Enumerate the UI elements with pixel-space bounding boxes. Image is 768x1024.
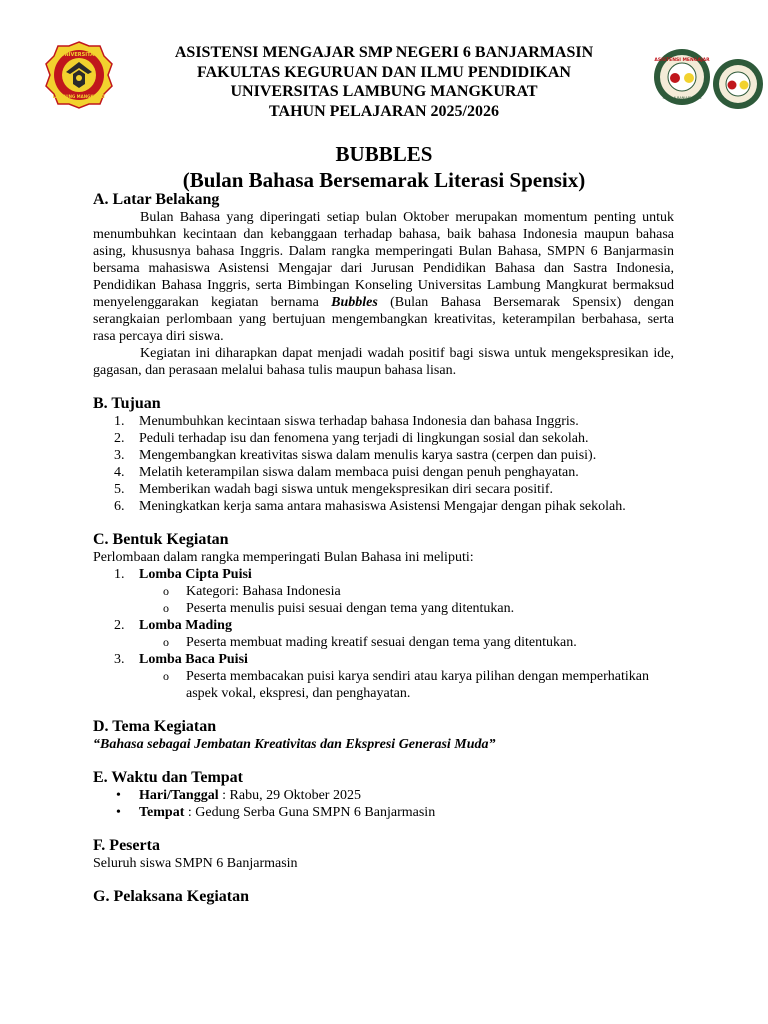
list-item (93, 413, 674, 430)
list-text: Mengembangkan kreativitas siswa dalam menulis karya sastra (cerpen dan puisi). (139, 448, 597, 463)
background-paragraph-1 (93, 209, 674, 345)
section-g-heading: G. Pelaksana Kegiatan (93, 888, 250, 905)
list-item (93, 583, 674, 600)
list-item (93, 430, 674, 447)
list-item (93, 498, 674, 515)
list-number: 2. (114, 431, 125, 446)
list-item (93, 804, 674, 821)
activity-title: Lomba Baca Puisi (139, 652, 248, 667)
list-item (93, 651, 674, 668)
time-place-list (93, 787, 674, 821)
background-text-2: (Bulan Bahasa Bersemarak Spensix) dengan serangkaian perlombaan yang bertujuan mengembangkan kreativitas, keterampilan berbahasa, serta rasa percaya diri siswa. (93, 295, 674, 344)
bullet: • (116, 788, 121, 803)
logo-right-text-bottom: SMPN 6 BANJARMASIN (662, 96, 702, 100)
activity-details (93, 583, 674, 617)
list-text: Memberikan wadah bagi siswa untuk mengekspresikan diri secara positif. (139, 482, 554, 497)
activity-details (93, 634, 674, 651)
section-f-heading: F. Peserta (93, 837, 160, 854)
list-item (93, 566, 674, 583)
event-theme: “Bahasa sebagai Jembatan Kreativitas dan Ekspresi Generasi Muda” (93, 737, 496, 752)
spacer (93, 753, 674, 768)
letterhead (120, 43, 648, 121)
list-number: 6. (114, 499, 125, 514)
letterhead-line-2: FAKULTAS KEGURUAN DAN ILMU PENDIDIKAN (197, 63, 571, 81)
section-c-heading: C. Bentuk Kegiatan (93, 531, 229, 548)
list-text: Peserta menulis puisi sesuai dengan tema yang ditentukan. (186, 601, 515, 616)
list-item (93, 668, 674, 702)
section-a-heading: A. Latar Belakang (93, 191, 220, 208)
place-label: Tempat (139, 805, 185, 820)
place-value: : Gedung Serba Guna SMPN 6 Banjarmasin (184, 805, 436, 820)
activity-title: Lomba Mading (139, 618, 232, 633)
list-item (93, 634, 674, 651)
activity-title: Lomba Cipta Puisi (139, 567, 252, 582)
list-number: 1. (114, 414, 125, 429)
section-d-heading: D. Tema Kegiatan (93, 718, 217, 735)
list-item (93, 447, 674, 464)
activities-list (93, 566, 674, 583)
activities-list (93, 651, 674, 668)
list-number: 4. (114, 465, 125, 480)
spacer (93, 872, 674, 887)
list-text: Peduli terhadap isu dan fenomena yang terjadi di lingkungan sosial dan sekolah. (139, 431, 589, 446)
document-body (93, 190, 674, 906)
logo-right-text: ASISTENSI MENGAJAR (654, 58, 710, 63)
activities-intro: Perlombaan dalam rangka memperingati Bulan Bahasa ini meliputi: (93, 550, 474, 565)
list-number: 1. (114, 567, 125, 582)
bullet: o (163, 584, 169, 598)
title-line-2: (Bulan Bahasa Bersemarak Literasi Spensix) (182, 168, 586, 192)
list-item (93, 600, 674, 617)
activities-list (93, 617, 674, 634)
background-paragraph-2: Kegiatan ini diharapkan dapat menjadi wadah positif bagi siswa untuk mengekspresikan ide, gagasan, dan perasaan melalui bahasa tulis maupun bahasa lisan. (93, 346, 674, 378)
background-text-1: Bulan Bahasa yang diperingati setiap bulan Oktober merupakan momentum penting untuk menumbuhkan kecintaan dan kebanggaan terhadap bahasa, baik bahasa Indonesia maupun bahasa asing, khususnya bahasa Inggris. Dalam rangka memperingati Bulan Bahasa, SMPN 6 Banjarmasin bersama mahasiswa Asistensi Mengajar dari Jurusan Pendidikan Bahasa dan Sastra Indonesia, Pendidikan Bahasa Inggris, serta Bimbingan Konseling Universitas Lambung Mangkurat bermaksud menyelenggarakan kegiatan bernama (93, 210, 674, 310)
list-text: Peserta membacakan puisi karya sendiri atau karya pilihan dengan memperhatikan aspek vokal, ekspresi, dan penghayatan. (186, 669, 649, 701)
bullet: • (116, 805, 121, 820)
list-item (93, 481, 674, 498)
logo-text-bottom: LAMBUNG MANGKURAT (52, 94, 106, 99)
list-item (93, 787, 674, 804)
letterhead-line-3: UNIVERSITAS LAMBUNG MANGKURAT (230, 83, 538, 100)
asistensi-mengajar-logo-icon (653, 48, 711, 106)
list-number: 5. (114, 482, 125, 497)
participants-text: Seluruh siswa SMPN 6 Banjarmasin (93, 856, 298, 871)
spacer (93, 515, 674, 530)
section-b-heading: B. Tujuan (93, 395, 161, 412)
list-text: Meningkatkan kerja sama antara mahasiswa Asistensi Mengajar dengan pihak sekolah. (139, 499, 626, 514)
section-e-heading: E. Waktu dan Tempat (93, 769, 243, 786)
spacer (93, 379, 674, 394)
activity-details (93, 668, 674, 702)
list-item (93, 617, 674, 634)
list-number: 3. (114, 448, 125, 463)
letterhead-line-1: ASISTENSI MENGAJAR SMP NEGERI 6 BANJARMASIN (174, 44, 594, 61)
objectives-list (93, 413, 674, 515)
list-text: Peserta membuat mading kreatif sesuai dengan tema yang ditentukan. (186, 635, 577, 650)
bullet: o (163, 669, 169, 683)
asistensi-mengajar-logo-2-icon (712, 58, 764, 110)
title-line-1: BUBBLES (335, 142, 433, 166)
document-title (93, 141, 675, 193)
spacer (93, 821, 674, 836)
university-logo-icon (44, 40, 114, 110)
spacer (93, 702, 674, 717)
list-item (93, 464, 674, 481)
list-text: Melatih keterampilan siswa dalam membaca puisi dengan penuh penghayatan. (139, 465, 579, 480)
list-text: Menumbuhkan kecintaan siswa terhadap bahasa Indonesia dan bahasa Inggris. (139, 414, 579, 429)
list-text: Kategori: Bahasa Indonesia (186, 584, 341, 599)
date-label: Hari/Tanggal (139, 788, 219, 803)
date-value: : Rabu, 29 Oktober 2025 (218, 788, 361, 803)
list-number: 2. (114, 618, 125, 633)
list-number: 3. (114, 652, 125, 667)
bullet: o (163, 601, 169, 615)
bullet: o (163, 635, 169, 649)
letterhead-line-4: TAHUN PELAJARAN 2025/2026 (269, 102, 499, 120)
event-name: Bubbles (331, 295, 378, 310)
logo-text-top: UNIVERSITAS (60, 52, 98, 58)
